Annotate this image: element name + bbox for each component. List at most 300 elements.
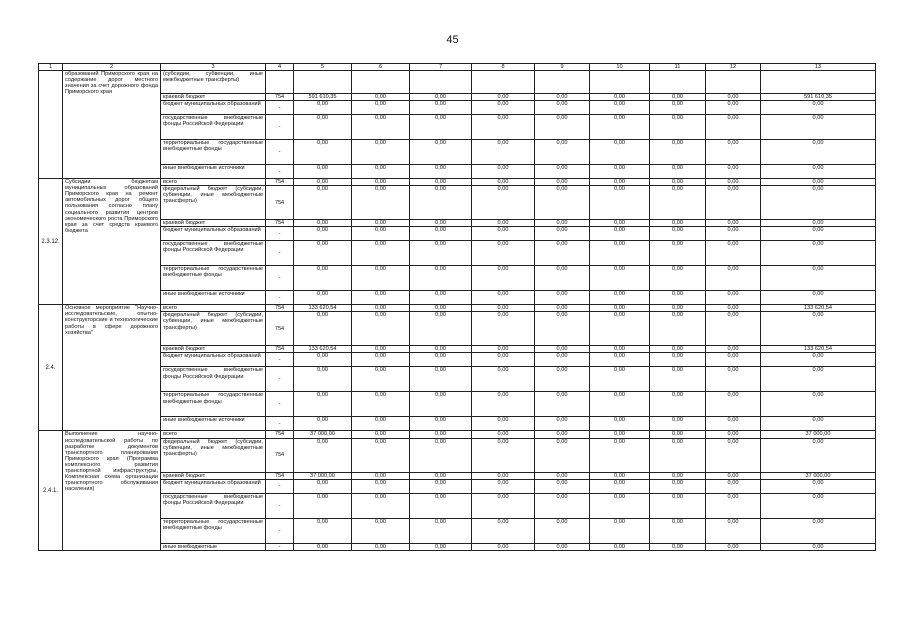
amount-cell: 133 620,54 [761, 305, 876, 312]
amount-cell: 0,00 [294, 220, 352, 227]
amount-cell: 0,00 [590, 227, 650, 241]
column-number: 8 [472, 64, 535, 71]
amount-cell: 0,00 [352, 431, 410, 438]
amount-cell: 0,00 [410, 266, 472, 291]
amount-cell: 0,00 [472, 186, 535, 220]
amount-cell: 0,00 [761, 493, 876, 518]
amount-cell: 0,00 [706, 179, 761, 186]
amount-cell: 0,00 [472, 140, 535, 165]
table-row [39, 543, 876, 550]
amount-cell: 0,00 [650, 186, 706, 220]
amount-cell: 0,00 [706, 367, 761, 392]
amount-cell: 0,00 [650, 115, 706, 140]
amount-cell: 0,00 [761, 266, 876, 291]
amount-cell: 0,00 [535, 305, 590, 312]
column-number: 2 [63, 64, 161, 71]
amount-cell: 0,00 [472, 227, 535, 241]
funding-source-cell: территориальные государственные внебюджетные фонды [161, 266, 266, 291]
amount-cell: 0,00 [535, 101, 590, 115]
amount-cell: 0,00 [472, 392, 535, 417]
admin-code-cell: 754 [266, 179, 294, 186]
amount-cell: 0,00 [650, 346, 706, 353]
table-row [39, 220, 876, 227]
amount-cell: 0,00 [706, 417, 761, 431]
amount-cell: 0,00 [535, 493, 590, 518]
funding-source-cell: федеральный бюджет (субсидии, субвенции, иные межбюджетные трансферты) [161, 186, 266, 220]
amount-cell: 0,00 [472, 472, 535, 479]
amount-cell [590, 71, 650, 94]
amount-cell: 0,00 [352, 115, 410, 140]
admin-code-cell: 754 [266, 94, 294, 101]
funding-source-cell: территориальные государственные внебюджетные фонды [161, 518, 266, 543]
amount-cell: 0,00 [535, 220, 590, 227]
amount-cell: 0,00 [650, 438, 706, 472]
amount-cell: 0,00 [590, 291, 650, 305]
amount-cell: 0,00 [472, 518, 535, 543]
amount-cell: 0,00 [650, 472, 706, 479]
amount-cell: 0,00 [590, 186, 650, 220]
amount-cell: 0,00 [590, 266, 650, 291]
item-name-cell: Основное мероприятие "Научно-исследовательские, опытно-конструкторские и технологические работы в сфере дорожного хозяйства" [63, 305, 161, 431]
amount-cell: 0,00 [650, 312, 706, 346]
amount-cell: 0,00 [410, 472, 472, 479]
table-row [39, 392, 876, 417]
amount-cell: 0,00 [294, 518, 352, 543]
amount-cell: 0,00 [410, 518, 472, 543]
amount-cell: 0,00 [650, 266, 706, 291]
amount-cell: 0,00 [706, 346, 761, 353]
funding-source-cell: всего [161, 305, 266, 312]
amount-cell [650, 71, 706, 94]
amount-cell: 0,00 [650, 367, 706, 392]
amount-cell: 0,00 [294, 367, 352, 392]
amount-cell: 0,00 [410, 227, 472, 241]
amount-cell: 0,00 [706, 305, 761, 312]
funding-source-cell: краевой бюджет [161, 472, 266, 479]
table-row [39, 518, 876, 543]
amount-cell: 0,00 [761, 186, 876, 220]
admin-code-cell: - [266, 367, 294, 392]
amount-cell: 0,00 [352, 367, 410, 392]
amount-cell: 0,00 [535, 438, 590, 472]
amount-cell: 0,00 [472, 101, 535, 115]
budget-table [38, 63, 876, 551]
amount-cell: 0,00 [410, 353, 472, 367]
amount-cell: 0,00 [706, 312, 761, 346]
amount-cell: 0,00 [761, 353, 876, 367]
admin-code-cell: - [266, 291, 294, 305]
amount-cell: 0,00 [410, 94, 472, 101]
table-row [39, 115, 876, 140]
page-number: 45 [446, 34, 459, 46]
amount-cell: 0,00 [294, 241, 352, 266]
admin-code-cell: 754 [266, 305, 294, 312]
amount-cell: 0,00 [535, 367, 590, 392]
amount-cell: 0,00 [410, 305, 472, 312]
amount-cell: 0,00 [761, 115, 876, 140]
amount-cell: 0,00 [472, 266, 535, 291]
funding-source-cell: бюджет муниципальных образований [161, 353, 266, 367]
amount-cell: 0,00 [410, 543, 472, 550]
column-number: 10 [590, 64, 650, 71]
admin-code-cell: 754 [266, 186, 294, 220]
table-row [39, 479, 876, 493]
admin-code-cell: - [266, 479, 294, 493]
funding-source-cell: территориальные государственные внебюджетные фонды [161, 140, 266, 165]
funding-source-cell: краевой бюджет [161, 220, 266, 227]
amount-cell [761, 71, 876, 94]
table-row [39, 367, 876, 392]
table-row [39, 266, 876, 291]
amount-cell: 0,00 [352, 438, 410, 472]
amount-cell [352, 71, 410, 94]
amount-cell: 0,00 [294, 479, 352, 493]
amount-cell: 591 610,35 [761, 94, 876, 101]
amount-cell: 0,00 [535, 186, 590, 220]
amount-cell: 0,00 [410, 179, 472, 186]
amount-cell: 0,00 [352, 291, 410, 305]
amount-cell: 0,00 [352, 472, 410, 479]
table-row [39, 472, 876, 479]
funding-source-cell: (субсидии, субвенции, иные межбюджетные трансферты) [161, 71, 266, 94]
admin-code-cell: 754 [266, 431, 294, 438]
amount-cell: 0,00 [706, 266, 761, 291]
amount-cell: 0,00 [590, 101, 650, 115]
funding-source-cell: государственные внебюджетные фонды Российской Федерации [161, 367, 266, 392]
amount-cell [472, 71, 535, 94]
admin-code-cell: - [266, 241, 294, 266]
amount-cell: 0,00 [472, 241, 535, 266]
amount-cell: 0,00 [352, 392, 410, 417]
table-body [39, 71, 876, 551]
amount-cell: 591 610,35 [294, 94, 352, 101]
amount-cell: 0,00 [761, 227, 876, 241]
amount-cell: 0,00 [650, 479, 706, 493]
amount-cell: 0,00 [352, 312, 410, 346]
amount-cell: 0,00 [706, 227, 761, 241]
amount-cell: 0,00 [706, 392, 761, 417]
amount-cell: 0,00 [706, 115, 761, 140]
amount-cell: 0,00 [535, 115, 590, 140]
amount-cell: 0,00 [590, 346, 650, 353]
amount-cell: 0,00 [410, 115, 472, 140]
admin-code-cell: - [266, 266, 294, 291]
amount-cell: 0,00 [294, 543, 352, 550]
amount-cell: 0,00 [472, 312, 535, 346]
amount-cell: 0,00 [761, 140, 876, 165]
table-row [39, 312, 876, 346]
amount-cell: 0,00 [590, 220, 650, 227]
funding-source-cell: бюджет муниципальных образований [161, 227, 266, 241]
amount-cell: 0,00 [294, 353, 352, 367]
amount-cell: 0,00 [650, 220, 706, 227]
amount-cell: 0,00 [352, 101, 410, 115]
amount-cell: 0,00 [761, 101, 876, 115]
funding-source-cell: всего [161, 179, 266, 186]
amount-cell: 0,00 [706, 94, 761, 101]
amount-cell: 0,00 [761, 417, 876, 431]
table-row [39, 493, 876, 518]
funding-source-cell: бюджет муниципальных образований [161, 101, 266, 115]
amount-cell: 0,00 [590, 472, 650, 479]
amount-cell: 0,00 [535, 291, 590, 305]
column-number: 13 [761, 64, 876, 71]
amount-cell: 0,00 [352, 266, 410, 291]
amount-cell: 0,00 [410, 291, 472, 305]
amount-cell: 0,00 [294, 438, 352, 472]
table-row [39, 346, 876, 353]
amount-cell: 0,00 [535, 472, 590, 479]
amount-cell: 0,00 [590, 431, 650, 438]
amount-cell: 0,00 [535, 543, 590, 550]
amount-cell: 0,00 [352, 241, 410, 266]
amount-cell: 0,00 [706, 241, 761, 266]
amount-cell: 0,00 [535, 479, 590, 493]
funding-source-cell: бюджет муниципальных образований [161, 479, 266, 493]
item-code-cell: 2.4. [39, 305, 63, 431]
admin-code-cell: - [266, 165, 294, 179]
amount-cell: 0,00 [535, 266, 590, 291]
amount-cell: 0,00 [761, 392, 876, 417]
amount-cell: 0,00 [590, 115, 650, 140]
admin-code-cell: 754 [266, 220, 294, 227]
table-row [39, 291, 876, 305]
amount-cell: 0,00 [590, 140, 650, 165]
amount-cell: 0,00 [761, 312, 876, 346]
amount-cell: 0,00 [294, 227, 352, 241]
amount-cell: 0,00 [650, 493, 706, 518]
table-row [39, 353, 876, 367]
amount-cell: 0,00 [410, 101, 472, 115]
amount-cell: 0,00 [761, 438, 876, 472]
amount-cell: 0,00 [294, 101, 352, 115]
amount-cell: 0,00 [352, 220, 410, 227]
amount-cell: 0,00 [472, 431, 535, 438]
amount-cell: 0,00 [472, 493, 535, 518]
table-row [39, 94, 876, 101]
admin-code-cell: - [266, 392, 294, 417]
amount-cell: 0,00 [410, 392, 472, 417]
amount-cell: 0,00 [706, 353, 761, 367]
amount-cell: 0,00 [472, 479, 535, 493]
amount-cell: 0,00 [761, 479, 876, 493]
amount-cell: 0,00 [410, 479, 472, 493]
amount-cell: 133 620,54 [294, 346, 352, 353]
amount-cell: 0,00 [706, 479, 761, 493]
amount-cell: 0,00 [352, 518, 410, 543]
amount-cell: 0,00 [294, 165, 352, 179]
amount-cell: 0,00 [472, 165, 535, 179]
admin-code-cell: - [266, 493, 294, 518]
column-number: 12 [706, 64, 761, 71]
amount-cell: 0,00 [410, 312, 472, 346]
admin-code-cell: - [266, 227, 294, 241]
amount-cell: 0,00 [294, 493, 352, 518]
amount-cell: 0,00 [535, 140, 590, 165]
amount-cell: 0,00 [472, 115, 535, 140]
amount-cell: 0,00 [706, 438, 761, 472]
amount-cell: 0,00 [410, 431, 472, 438]
amount-cell: 0,00 [352, 165, 410, 179]
amount-cell: 0,00 [352, 417, 410, 431]
amount-cell: 37 000,00 [761, 431, 876, 438]
amount-cell: 0,00 [706, 472, 761, 479]
amount-cell: 0,00 [535, 312, 590, 346]
amount-cell: 0,00 [535, 417, 590, 431]
amount-cell: 0,00 [472, 438, 535, 472]
amount-cell: 0,00 [590, 179, 650, 186]
amount-cell: 0,00 [650, 94, 706, 101]
amount-cell: 0,00 [294, 392, 352, 417]
amount-cell: 0,00 [352, 305, 410, 312]
table-row [39, 227, 876, 241]
amount-cell: 0,00 [706, 493, 761, 518]
item-code-cell: 2.4.1. [39, 431, 63, 550]
amount-cell: 0,00 [472, 367, 535, 392]
column-number: 7 [410, 64, 472, 71]
amount-cell: 0,00 [352, 353, 410, 367]
amount-cell: 0,00 [472, 94, 535, 101]
funding-source-cell: федеральный бюджет (субсидии, субвенции, иные межбюджетные трансферты) [161, 438, 266, 472]
amount-cell: 37 000,00 [294, 431, 352, 438]
amount-cell: 0,00 [535, 346, 590, 353]
amount-cell: 0,00 [535, 227, 590, 241]
amount-cell: 0,00 [294, 266, 352, 291]
amount-cell [535, 71, 590, 94]
amount-cell: 0,00 [706, 431, 761, 438]
item-code-cell [39, 71, 63, 179]
amount-cell: 0,00 [650, 543, 706, 550]
amount-cell: 0,00 [410, 438, 472, 472]
amount-cell: 0,00 [472, 179, 535, 186]
amount-cell: 0,00 [352, 140, 410, 165]
amount-cell: 0,00 [650, 241, 706, 266]
funding-source-cell: иные внебюджетные источники [161, 417, 266, 431]
amount-cell: 0,00 [352, 179, 410, 186]
admin-code-cell: - [266, 417, 294, 431]
amount-cell: 0,00 [706, 140, 761, 165]
amount-cell: 0,00 [352, 493, 410, 518]
amount-cell: 0,00 [650, 417, 706, 431]
table-row [39, 101, 876, 115]
amount-cell: 0,00 [535, 179, 590, 186]
amount-cell: 0,00 [761, 179, 876, 186]
amount-cell: 0,00 [590, 165, 650, 179]
amount-cell: 0,00 [472, 353, 535, 367]
amount-cell: 0,00 [590, 367, 650, 392]
amount-cell: 0,00 [590, 479, 650, 493]
table-row [39, 241, 876, 266]
amount-cell: 0,00 [650, 227, 706, 241]
amount-cell: 0,00 [590, 392, 650, 417]
amount-cell: 0,00 [294, 291, 352, 305]
amount-cell: 0,00 [761, 241, 876, 266]
amount-cell: 0,00 [352, 346, 410, 353]
funding-source-cell: всего [161, 431, 266, 438]
amount-cell: 0,00 [352, 186, 410, 220]
amount-cell: 0,00 [590, 438, 650, 472]
amount-cell: 0,00 [761, 291, 876, 305]
amount-cell: 0,00 [590, 305, 650, 312]
table-row [39, 438, 876, 472]
amount-cell: 0,00 [472, 291, 535, 305]
amount-cell: 0,00 [650, 179, 706, 186]
amount-cell: 0,00 [410, 186, 472, 220]
amount-cell: 0,00 [472, 543, 535, 550]
amount-cell: 0,00 [761, 543, 876, 550]
amount-cell: 0,00 [410, 346, 472, 353]
amount-cell: 0,00 [650, 392, 706, 417]
admin-code-cell: - [266, 140, 294, 165]
amount-cell: 0,00 [706, 101, 761, 115]
amount-cell: 0,00 [706, 165, 761, 179]
amount-cell: 0,00 [590, 543, 650, 550]
amount-cell: 0,00 [472, 417, 535, 431]
column-number: 9 [535, 64, 590, 71]
column-number: 3 [161, 64, 266, 71]
amount-cell: 0,00 [410, 493, 472, 518]
amount-cell: 0,00 [590, 353, 650, 367]
funding-source-cell: государственные внебюджетные фонды Российской Федерации [161, 241, 266, 266]
amount-cell: 0,00 [472, 346, 535, 353]
amount-cell: 0,00 [294, 179, 352, 186]
table-row [39, 71, 876, 94]
admin-code-cell [266, 71, 294, 94]
amount-cell: 0,00 [535, 241, 590, 266]
funding-source-cell: территориальные государственные внебюджетные фонды [161, 392, 266, 417]
amount-cell [410, 71, 472, 94]
column-number: 11 [650, 64, 706, 71]
amount-cell: 0,00 [706, 518, 761, 543]
admin-code-cell: 754 [266, 472, 294, 479]
amount-cell: 0,00 [535, 518, 590, 543]
column-number: 6 [352, 64, 410, 71]
amount-cell: 133 620,54 [294, 305, 352, 312]
amount-cell: 0,00 [352, 227, 410, 241]
funding-source-cell: государственные внебюджетные фонды Российской Федерации [161, 493, 266, 518]
amount-cell: 0,00 [294, 140, 352, 165]
admin-code-cell: 754 [266, 438, 294, 472]
funding-source-cell: федеральный бюджет (субсидии, субвенции, иные межбюджетные трансферты) [161, 312, 266, 346]
amount-cell: 0,00 [761, 367, 876, 392]
table-row [39, 179, 876, 186]
amount-cell: 0,00 [650, 101, 706, 115]
amount-cell: 0,00 [352, 94, 410, 101]
admin-code-cell: 754 [266, 346, 294, 353]
amount-cell: 0,00 [535, 165, 590, 179]
amount-cell: 0,00 [761, 220, 876, 227]
amount-cell: 0,00 [535, 431, 590, 438]
amount-cell: 37 000,00 [294, 472, 352, 479]
amount-cell: 0,00 [294, 417, 352, 431]
amount-cell: 0,00 [761, 165, 876, 179]
amount-cell: 0,00 [294, 312, 352, 346]
admin-code-cell: - [266, 353, 294, 367]
funding-source-cell: иные внебюджетные [161, 543, 266, 550]
table-row [39, 417, 876, 431]
column-number-row [39, 64, 876, 71]
amount-cell: 0,00 [706, 543, 761, 550]
funding-source-cell: иные внебюджетные источники [161, 291, 266, 305]
amount-cell: 0,00 [472, 305, 535, 312]
item-name-cell: Субсидии бюджетам муниципальных образований Приморского края на ремонт автомобильных дорог общего пользования согласно плану социального развития центров экономического роста Приморского края за счет средств краевого бюджета [63, 179, 161, 305]
amount-cell: 0,00 [410, 165, 472, 179]
admin-code-cell: - [266, 115, 294, 140]
amount-cell: 0,00 [410, 417, 472, 431]
amount-cell: 0,00 [706, 186, 761, 220]
table-row [39, 186, 876, 220]
admin-code-cell: 754 [266, 312, 294, 346]
